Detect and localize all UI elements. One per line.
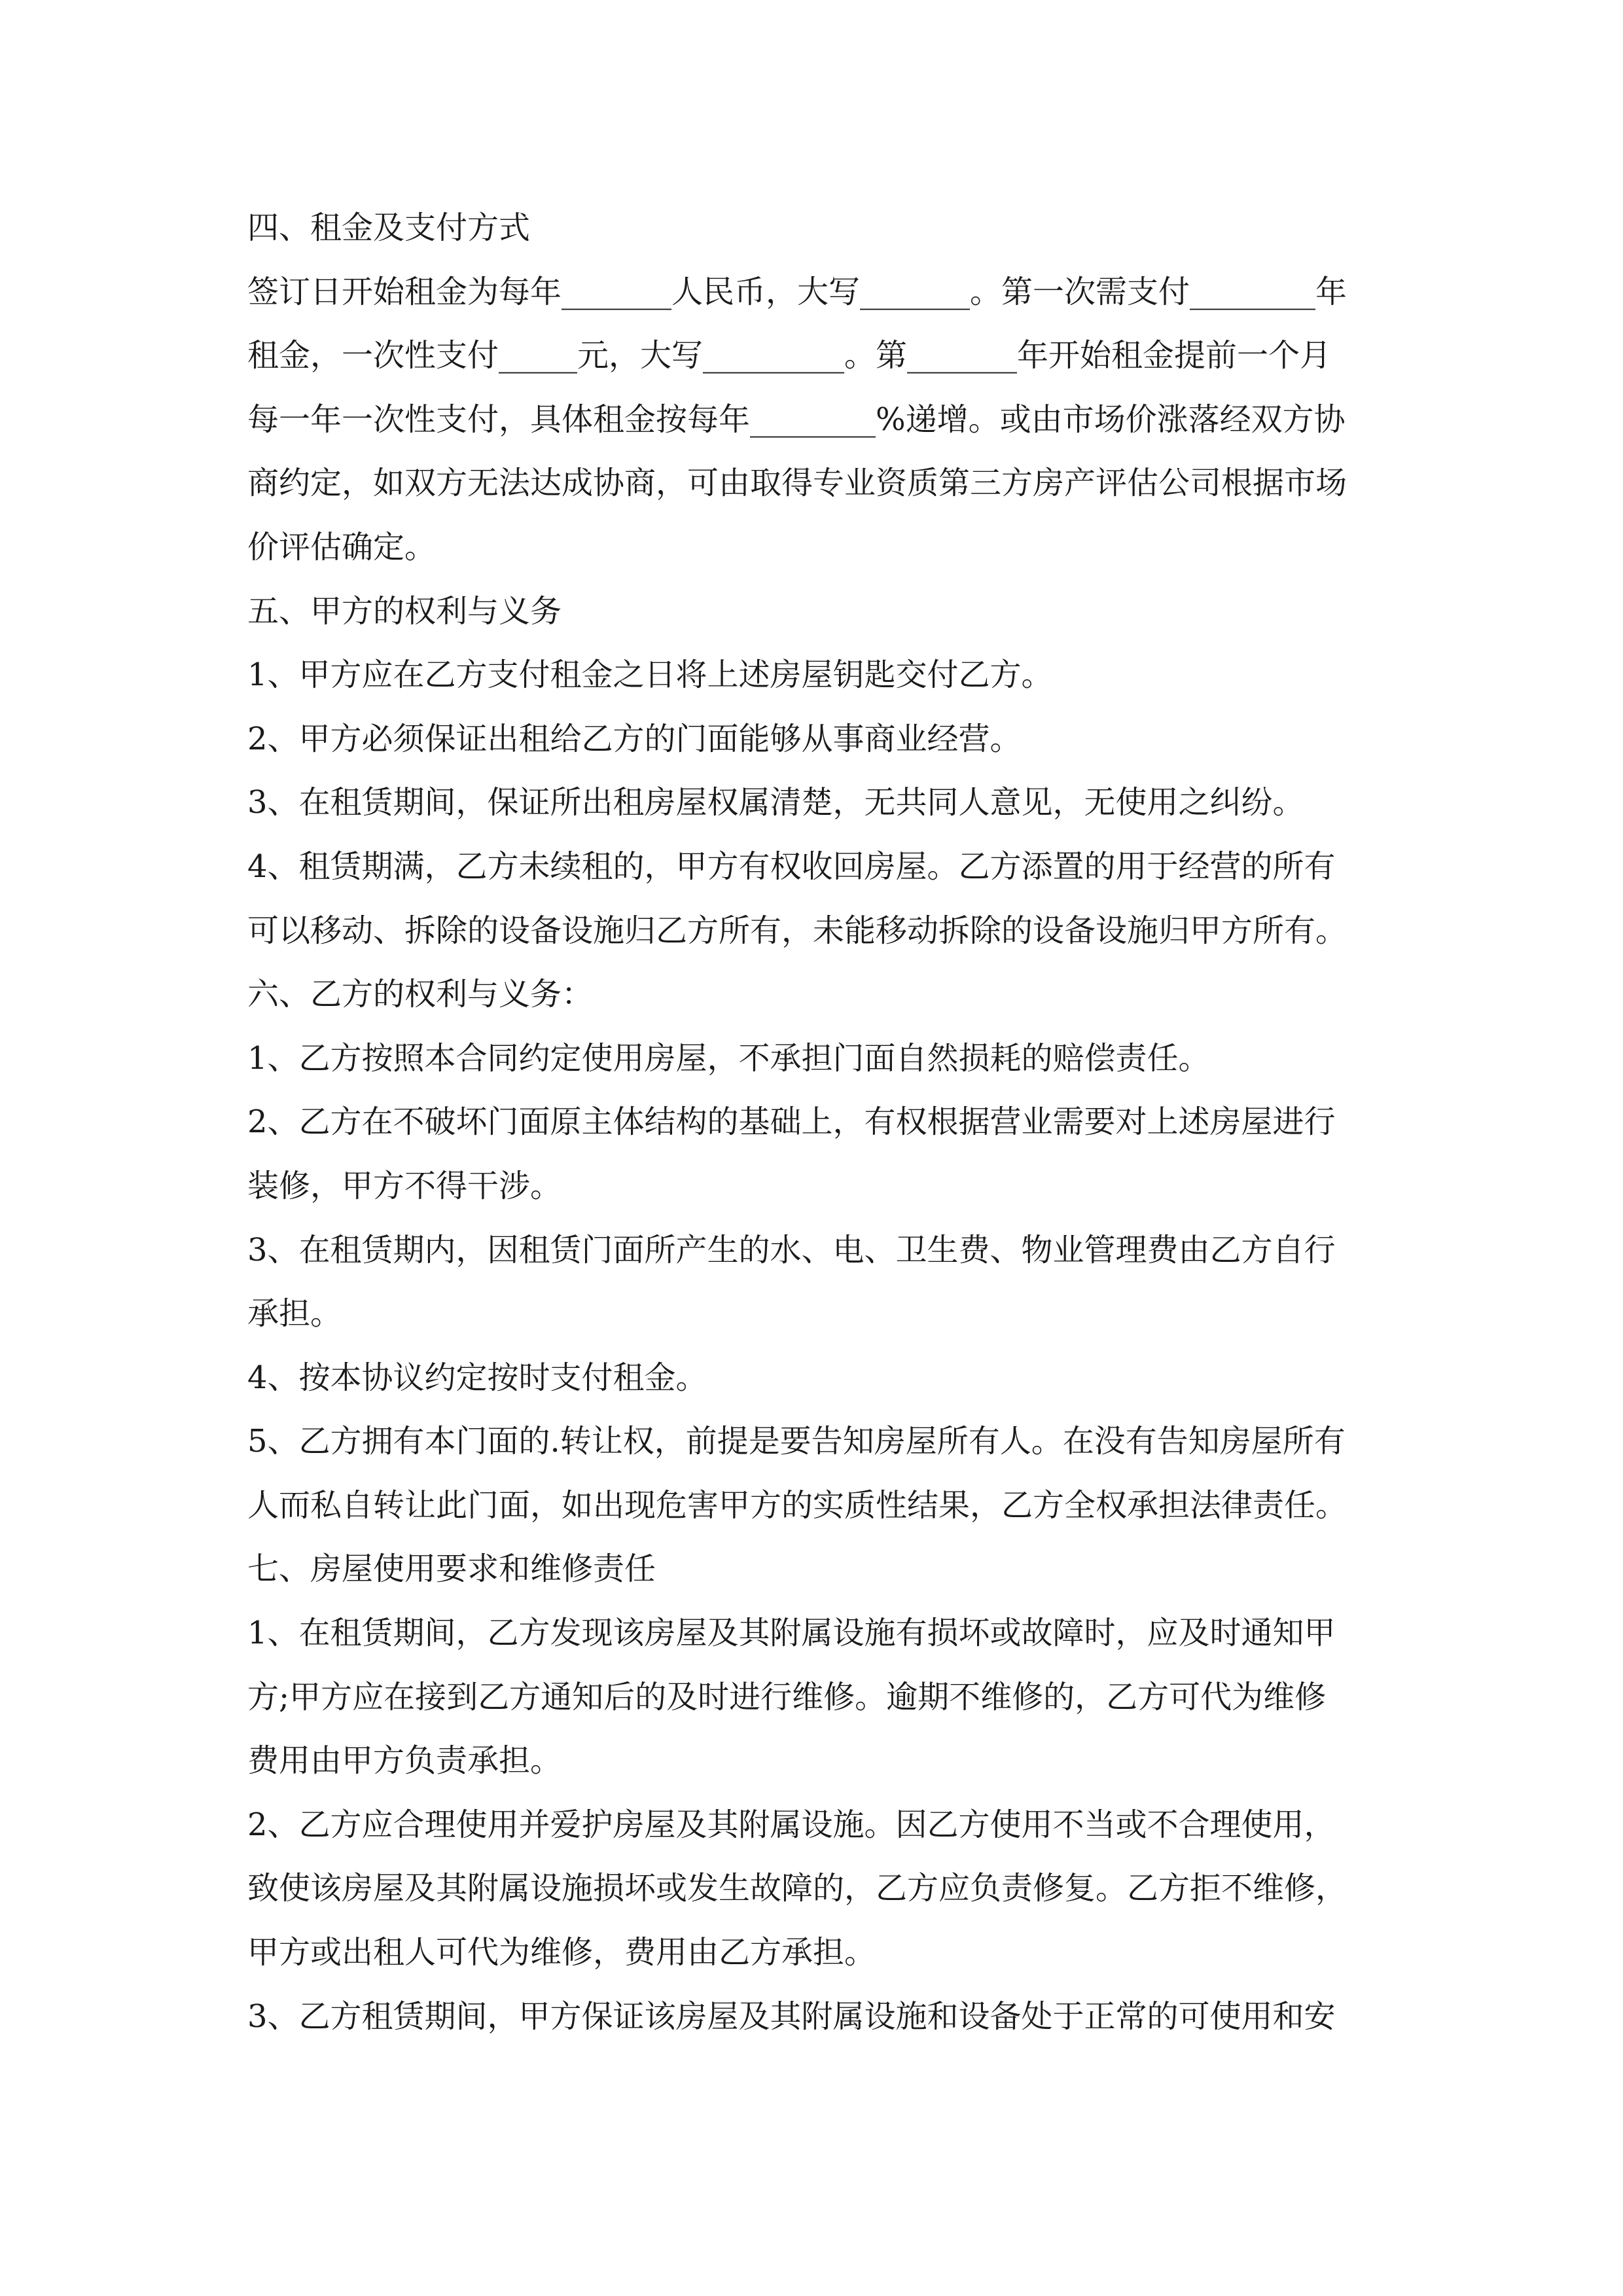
clause-line: 2、乙方应合理使用并爱护房屋及其附属设施。因乙方使用不当或不合理使用， <box>247 1806 1336 1843</box>
clause-line: 1、乙方按照本合同约定使用房屋，不承担门面自然损耗的赔偿责任。 <box>247 1039 1210 1077</box>
clause-line: 1、甲方应在乙方支付租金之日将上述房屋钥匙交付乙方。 <box>247 656 1053 694</box>
paragraph-line: 商约定，如双方无法达成协商，可由取得专业资质第三方房产评估公司根据市场 <box>247 465 1347 502</box>
paragraph-line: 价评估确定。 <box>247 528 437 565</box>
document-page <box>247 196 1380 2049</box>
paragraph-line: 每一年一次性支付，具体租金按每年________%递增。或由市场价涨落经双方协 <box>247 401 1346 438</box>
section-heading-rent-payment: 四、租金及支付方式 <box>247 209 531 246</box>
paragraph-line: 租金，一次性支付_____元，大写_________。第_______年开始租金提前一个月 <box>247 337 1332 374</box>
clause-line: 5、乙方拥有本门面的.转让权，前提是要告知房屋所有人。在没有告知房屋所有 <box>247 1423 1346 1460</box>
clause-line: 装修，甲方不得干涉。 <box>247 1167 562 1204</box>
clause-line: 2、甲方必须保证出租给乙方的门面能够从事商业经营。 <box>247 720 1022 757</box>
paragraph-line: 签订日开始租金为每年_______人民币，大写_______。第一次需支付________年 <box>247 273 1347 310</box>
clause-line: 3、在租赁期内，因租赁门面所产生的水、电、卫生费、物业管理费由乙方自行 <box>247 1231 1336 1268</box>
clause-line: 费用由甲方负责承担。 <box>247 1742 562 1780</box>
clause-line: 甲方或出租人可代为维修，费用由乙方承担。 <box>247 1934 876 1971</box>
clause-line: 4、按本协议约定按时支付租金。 <box>247 1359 707 1396</box>
clause-line: 1、在租赁期间，乙方发现该房屋及其附属设施有损坏或故障时，应及时通知甲 <box>247 1615 1336 1652</box>
clause-line: 方;甲方应在接到乙方通知后的及时进行维修。逾期不维修的，乙方可代为维修 <box>247 1678 1327 1715</box>
clause-line: 4、租赁期满，乙方未续租的，甲方有权收回房屋。乙方添置的用于经营的所有 <box>247 848 1336 885</box>
section-heading-party-b-rights: 六、乙方的权利与义务： <box>247 976 594 1013</box>
clause-line: 承担。 <box>247 1295 342 1333</box>
section-heading-party-a-rights: 五、甲方的权利与义务 <box>247 592 562 630</box>
section-heading-maintenance: 七、房屋使用要求和维修责任 <box>247 1551 656 1588</box>
clause-line: 3、在租赁期间，保证所出租房屋权属清楚，无共同人意见，无使用之纠纷。 <box>247 784 1304 821</box>
clause-line: 可以移动、拆除的设备设施归乙方所有，未能移动拆除的设备设施归甲方所有。 <box>247 912 1347 949</box>
clause-line: 3、乙方租赁期间，甲方保证该房屋及其附属设施和设备处于正常的可使用和安 <box>247 1998 1336 2035</box>
clause-line: 2、乙方在不破坏门面原主体结构的基础上，有权根据营业需要对上述房屋进行 <box>247 1103 1336 1141</box>
clause-line: 人而私自转让此门面，如出现危害甲方的实质性结果，乙方全权承担法律责任。 <box>247 1486 1347 1524</box>
clause-line: 致使该房屋及其附属设施损坏或发生故障的，乙方应负责修复。乙方拒不维修， <box>247 1870 1347 1907</box>
